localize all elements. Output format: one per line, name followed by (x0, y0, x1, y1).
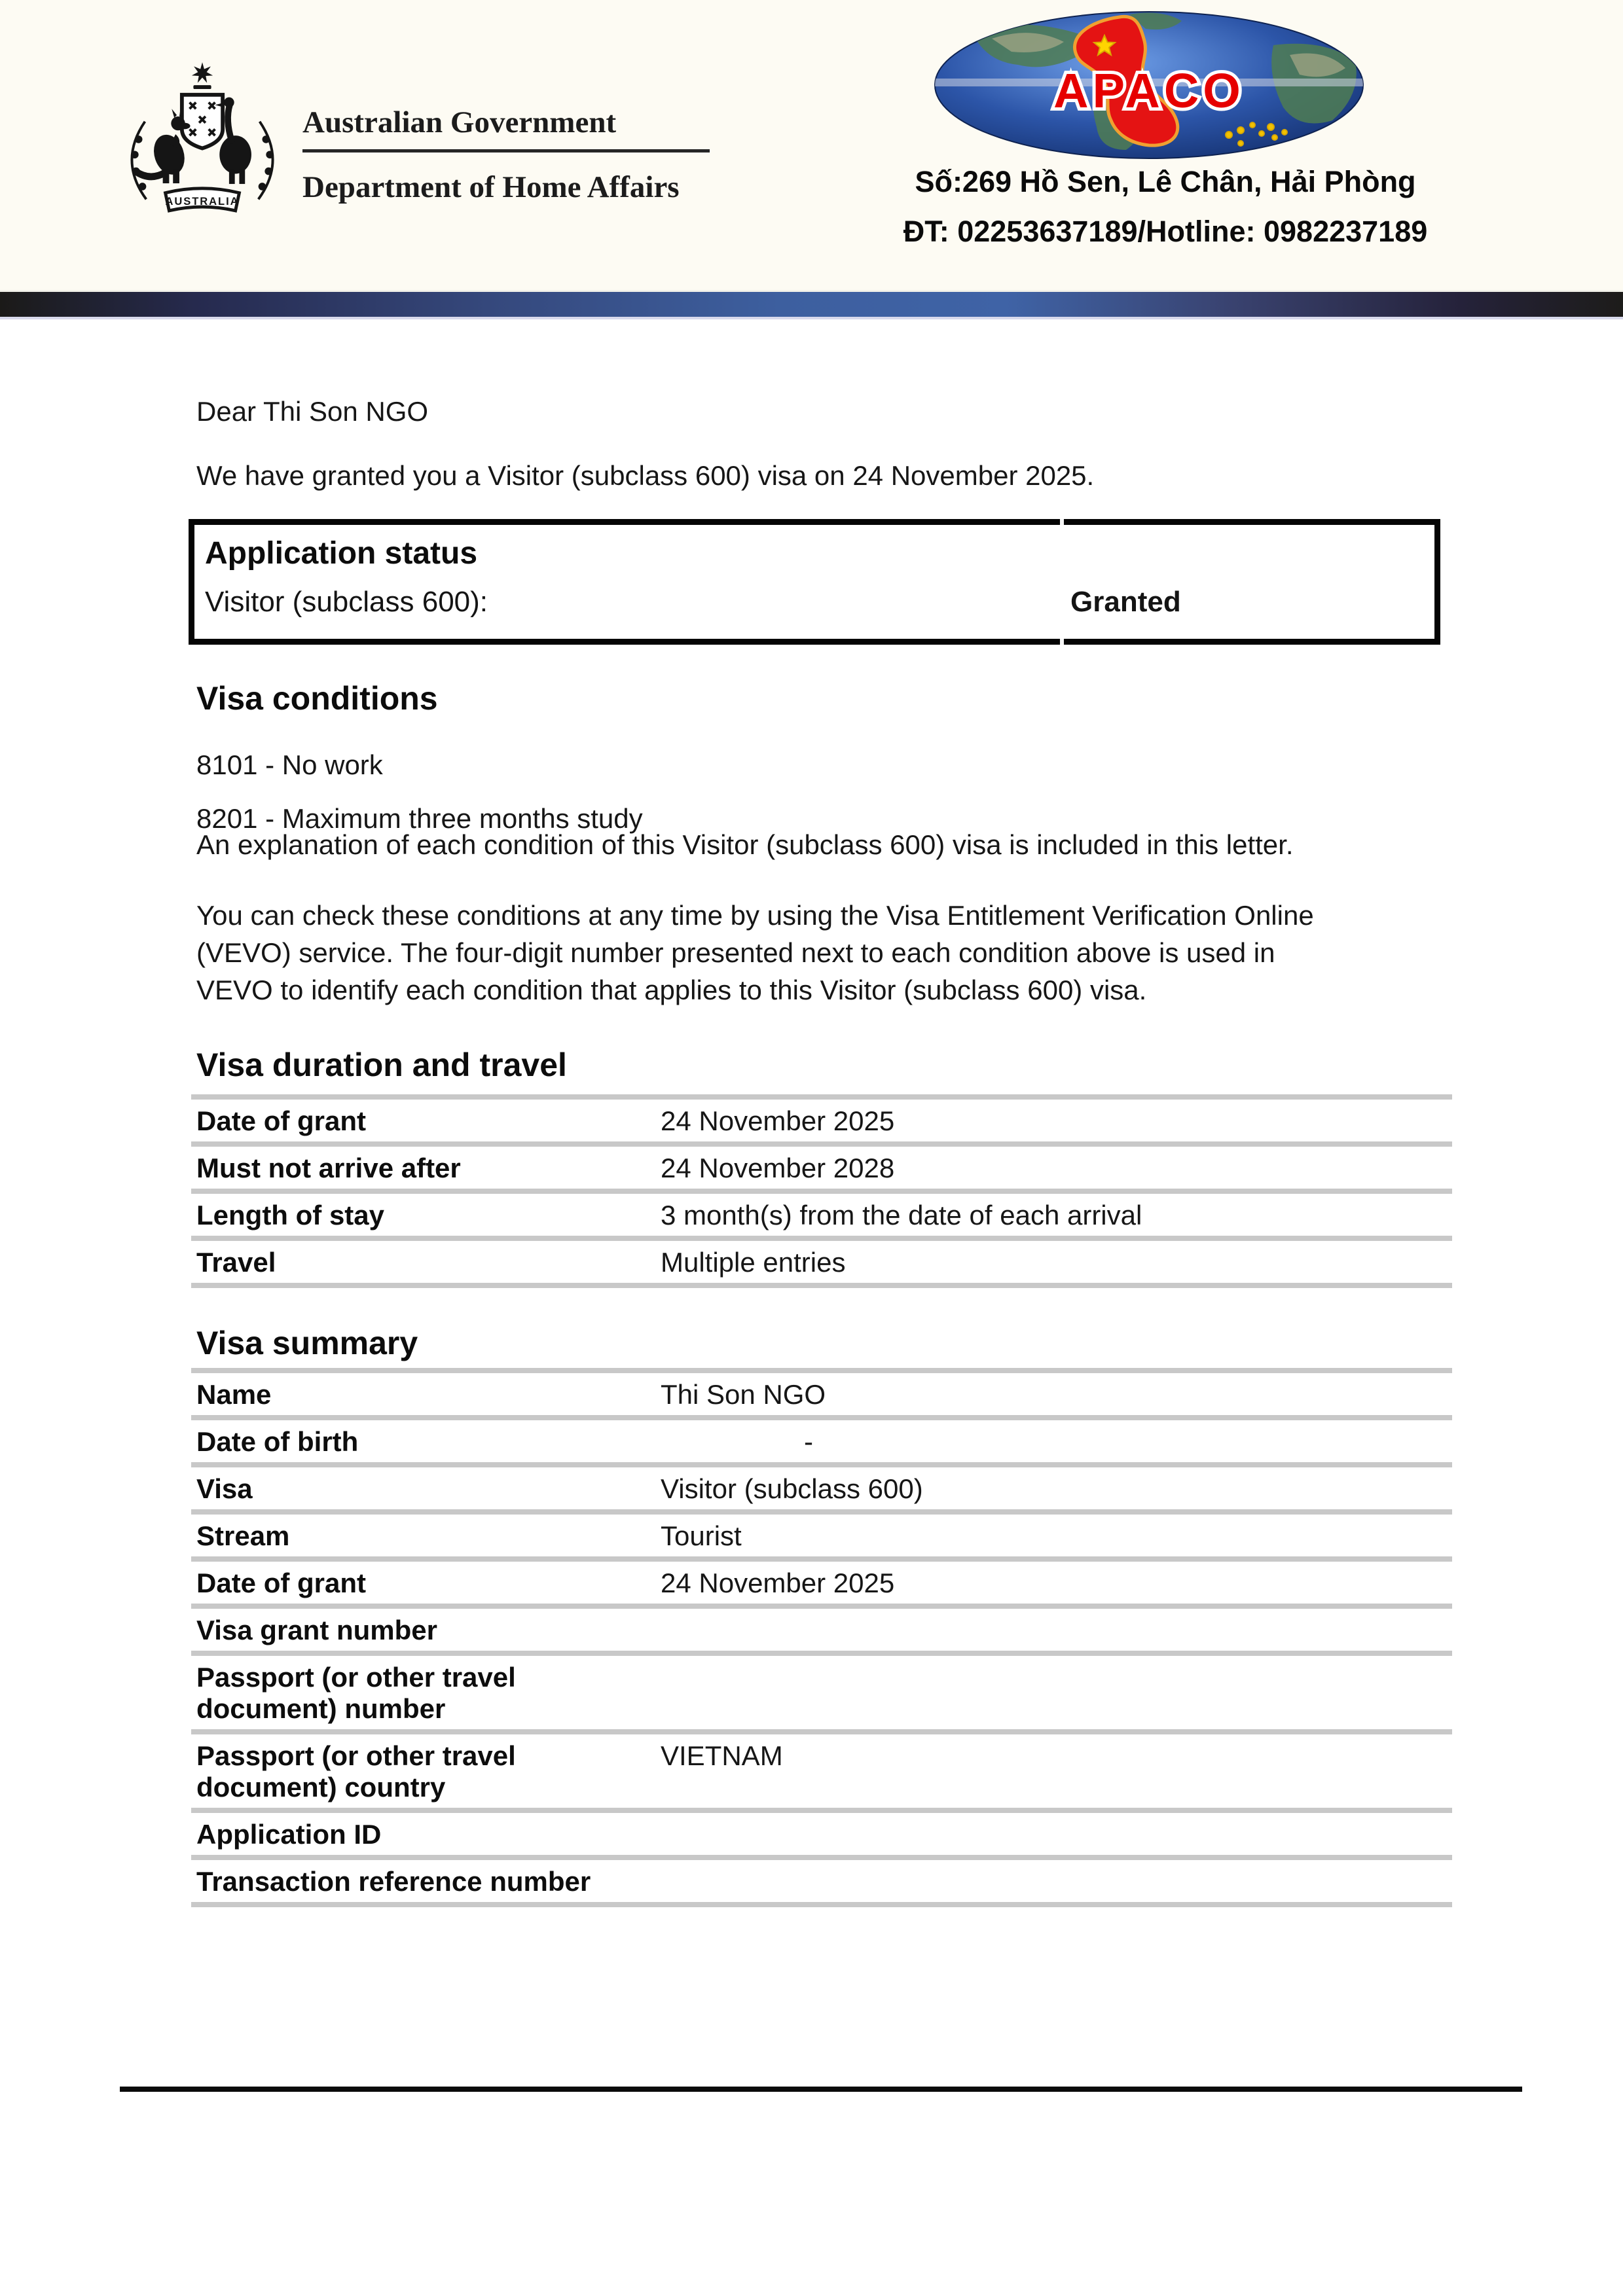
border-seam (1060, 519, 1064, 525)
table-row (191, 1808, 1452, 1855)
table-row (191, 1604, 1452, 1651)
row-value: 24 November 2028 (661, 1153, 895, 1183)
row-value (661, 1819, 1452, 1850)
border-seam (1060, 639, 1064, 645)
intro-paragraph: We have granted you a Visitor (subclass 600) visa on 24 November 2025. (196, 460, 1095, 491)
table-row (191, 1729, 1452, 1808)
row-label: Length of stay (196, 1200, 385, 1230)
visa-duration-table (191, 1094, 1452, 1288)
table-row (191, 1189, 1452, 1236)
row-value: - (804, 1426, 813, 1457)
row-label: Passport (or other travel document) country (196, 1740, 516, 1803)
gov-wordmark (302, 105, 761, 205)
row-value: Visitor (subclass 600) (661, 1473, 923, 1504)
footer-divider (120, 2087, 1522, 2092)
row-value: 3 month(s) from the date of each arrival (661, 1200, 1142, 1230)
condition-item: 8101 - No work (196, 749, 383, 780)
application-status-title: Application status (205, 536, 478, 571)
table-row (191, 1368, 1452, 1415)
row-value (661, 1615, 1452, 1646)
visa-summary-title: Visa summary (196, 1325, 418, 1361)
row-label: Application ID (196, 1819, 382, 1850)
table-row (191, 1141, 1452, 1189)
condition-item: 8201 - Maximum three months study (196, 803, 643, 834)
row-label: Visa (196, 1473, 253, 1504)
table-row (191, 1556, 1452, 1604)
row-value: Multiple entries (661, 1247, 846, 1278)
row-label: Transaction reference number (196, 1866, 591, 1897)
table-row (191, 1855, 1452, 1902)
application-status-box (189, 519, 1440, 645)
apaco-globe-logo (933, 9, 1365, 161)
application-status-label: Visitor (subclass 600): (205, 586, 488, 618)
row-value: Tourist (661, 1520, 742, 1551)
row-value (661, 1866, 1452, 1897)
greeting: Dear Thi Son NGO (196, 396, 429, 427)
application-status-value: Granted (1070, 586, 1181, 618)
row-label: Date of birth (196, 1426, 359, 1457)
visa-conditions-title: Visa conditions (196, 680, 438, 717)
gov-divider (302, 149, 710, 152)
row-label: Passport (or other travel document) number (196, 1662, 516, 1724)
visa-summary-table (191, 1368, 1452, 1907)
row-value: 24 November 2025 (661, 1568, 895, 1598)
row-label: Name (196, 1379, 272, 1410)
gov-title: Australian Government (302, 105, 617, 139)
row-label: Stream (196, 1520, 290, 1551)
table-row (191, 1236, 1452, 1283)
table-row (191, 1651, 1452, 1729)
conditions-explanation: An explanation of each condition of this Visitor (subclass 600) visa is included in this letter. (196, 829, 1294, 860)
vevo-paragraph: You can check these conditions at any time by using the Visa Entitlement Verification Online (VEVO) service. The four-digit number presented next to each condition above is used in VEVO to identify each condition that applies to this Visitor (subclass 600) visa. (196, 900, 1314, 1005)
visa-duration-title: Visa duration and travel (196, 1047, 567, 1083)
row-label: Visa grant number (196, 1615, 437, 1645)
apaco-address: Số:269 Hồ Sen, Lê Chân, Hải Phòng (915, 165, 1416, 198)
table-row (191, 1509, 1452, 1556)
row-value: VIETNAM (661, 1740, 783, 1771)
table-row (191, 1462, 1452, 1509)
row-value (661, 1662, 1452, 1725)
kangaroo-icon (136, 107, 191, 183)
australian-coat-of-arms-icon (107, 56, 298, 219)
application-status-row (205, 586, 1434, 619)
commonwealth-star-icon (192, 62, 213, 82)
header-gradient-bar (0, 290, 1623, 319)
coat-banner-text: AUSTRALIA (165, 195, 240, 208)
letter-header (0, 0, 1623, 290)
apaco-phone: ĐT: 02253637189/Hotline: 0982237189 (903, 215, 1428, 248)
row-value: Thi Son NGO (661, 1379, 826, 1410)
row-label: Date of grant (196, 1105, 367, 1136)
row-label: Date of grant (196, 1568, 367, 1598)
table-row (191, 1415, 1452, 1462)
gov-department: Department of Home Affairs (302, 170, 680, 204)
row-value: 24 November 2025 (661, 1105, 895, 1136)
apaco-logo-text: APACO (1053, 63, 1245, 118)
row-label: Travel (196, 1247, 276, 1278)
row-label: Must not arrive after (196, 1153, 461, 1183)
table-row (191, 1094, 1452, 1141)
